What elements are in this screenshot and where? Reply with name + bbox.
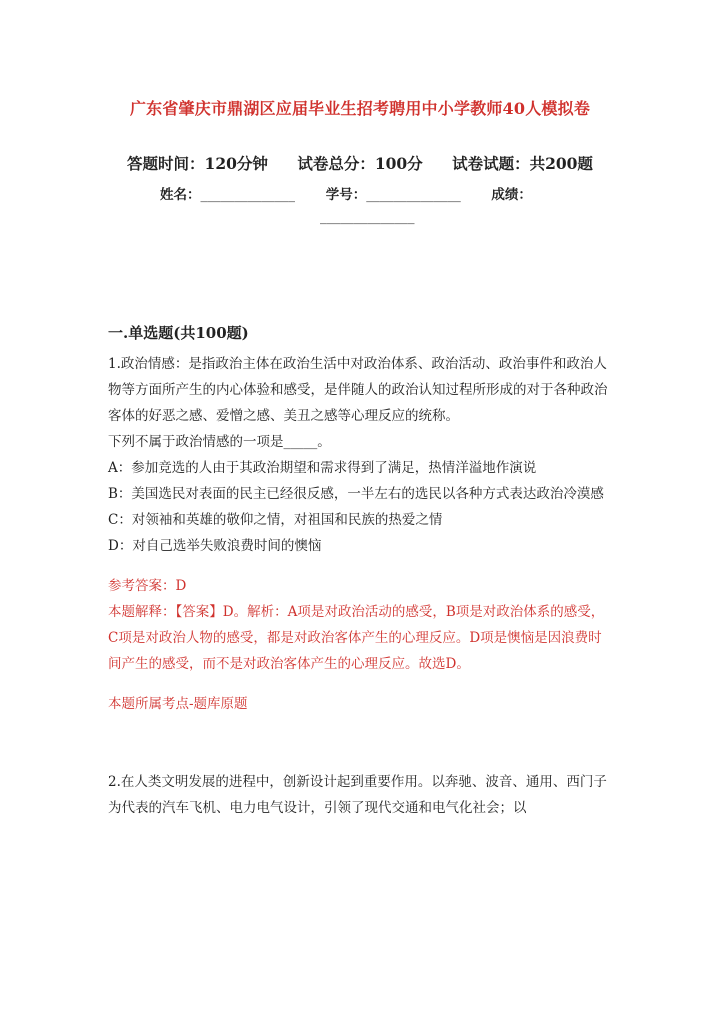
exam-meta — [0, 152, 720, 174]
question-1-option-b: B：美国选民对表面的民主已经很反感，一半左右的选民以各种方式表达政治冷漠感 — [108, 486, 604, 502]
question-1-tag: 本题所属考点-题库原题 — [108, 696, 248, 712]
question-1-option-c: C：对领袖和英雄的敬仰之情，对祖国和民族的热爱之情 — [108, 512, 443, 528]
question-1-stem: 1.政治情感：是指政治主体在政治生活中对政治体系、政治活动、政治事件和政治人物等方面所产生的内心体验和感受，是伴随人的政治认知过程所形成的对于各种政治客体的好恶之感、爱憎之感、美丑之感等心理反应的统称。 — [108, 356, 608, 424]
id-field — [326, 184, 461, 206]
question-1-option-a: A：参加竞选的人由于其政治期望和需求得到了满足，热情洋溢地作演说 — [108, 460, 537, 476]
question-1-prompt: 下列不属于政治情感的一项是_____。 — [108, 434, 331, 450]
score-blank: ______________ — [320, 209, 415, 225]
score-label: 成绩： — [491, 187, 532, 203]
student-fields — [160, 184, 600, 228]
name-label: 姓名： — [160, 187, 201, 203]
exam-question-count: 试卷试题：共200题 — [452, 154, 593, 173]
exam-total-score: 试卷总分：100分 — [297, 154, 423, 173]
question-2-stem: 2.在人类文明发展的进程中，创新设计起到重要作用。以奔驰、波音、通用、西门子为代表的汽车飞机、电力电气设计，引领了现代交通和电气化社会；以 — [108, 774, 607, 816]
question-1-explanation: 本题解释：【答案】D。解析：A项是对政治活动的感受，B项是对政治体系的感受，C项是对政治人物的感受，都是对政治客体产生的心理反应。D项是懊恼是因浪费时间产生的感受，而不是对政治客体产生的心理反应。故选D。 — [108, 604, 605, 672]
question-1-answer: 参考答案：D — [108, 578, 187, 594]
id-blank: ______________ — [366, 187, 461, 203]
section-title: 一.单选题(共100题) — [108, 324, 249, 342]
id-label: 学号： — [325, 187, 367, 203]
question-content — [108, 351, 608, 821]
name-field — [160, 184, 295, 206]
name-blank: ______________ — [200, 187, 295, 203]
exam-title: 广东省肇庆市鼎湖区应届毕业生招考聘用中小学教师40人模拟卷 — [129, 99, 591, 118]
score-field — [491, 184, 532, 206]
exam-time: 答题时间：120分钟 — [127, 154, 268, 173]
question-1-option-d: D：对自己选举失败浪费时间的懊恼 — [108, 538, 322, 554]
